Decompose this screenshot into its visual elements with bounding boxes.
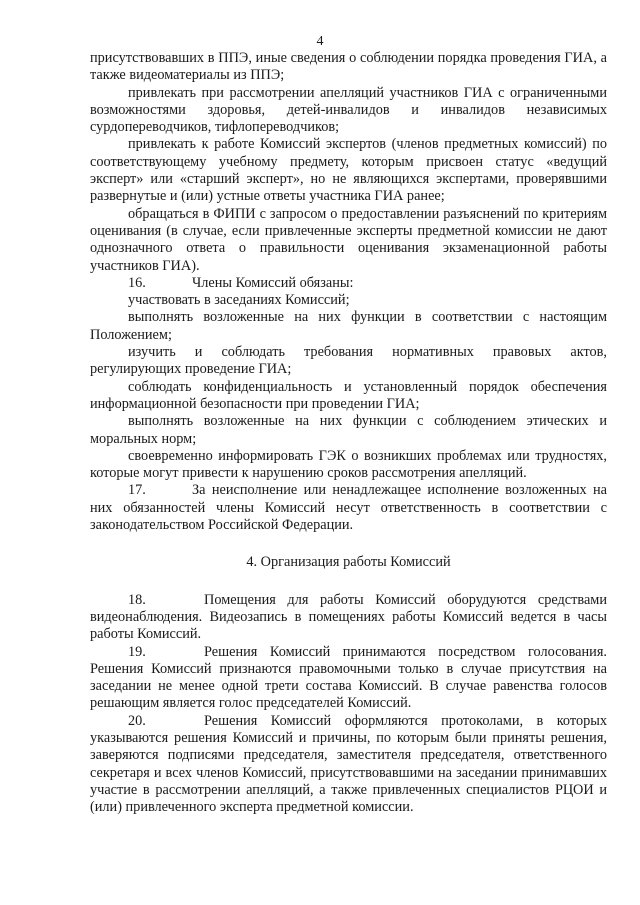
duty-item: своевременно информировать ГЭК о возникших проблемах или трудностях, которые могут привести к нарушению сроков рассмотрения апелляций. [90, 447, 607, 482]
spacer [90, 534, 607, 554]
item-17-number: 17. [128, 482, 146, 499]
item-20-number: 20. [128, 712, 146, 729]
item-16-text: Члены Комиссий обязаны: [192, 274, 354, 291]
document-body [90, 50, 607, 816]
duty-item: соблюдать конфиденциальность и установленный порядок обеспечения информационной безопасности при проведении ГИА; [90, 378, 607, 412]
item-17 [90, 482, 607, 534]
spacer [90, 572, 607, 592]
item-16-number: 16. [128, 274, 146, 291]
item-19-number: 19. [128, 643, 146, 660]
duty-item: участвовать в заседаниях Комиссий; [128, 292, 350, 309]
item-20 [90, 713, 607, 817]
item-18 [90, 592, 607, 644]
item-19 [90, 644, 607, 713]
duty-item: выполнять возложенные на них функции с соблюдением этических и моральных норм; [90, 413, 607, 447]
duty-item: выполнять возложенные на них функции в соответствии с настоящим Положением; [90, 309, 607, 343]
paragraph-right-experts: привлекать к работе Комиссий экспертов (членов предметных комиссий) по соответствующему учебному предмету, которым присвоен статус «ведущий эксперт» или «старший эксперт», но не являющихся экспертами, проверявшими развернутые и (или) устные ответы участника ГИА ранее; [90, 136, 607, 205]
item-19-text: Решения Комиссий принимаются посредством голосования. Решения Комиссий признаются правомочными только в случае присутствия на заседании не менее одной трети состава Комиссий. В случае равенства голосов решающим является голос председателей Комиссий. [90, 643, 607, 712]
section-heading: 4. Организация работы Комиссий [246, 554, 451, 571]
item-20-text: Решения Комиссий оформляются протоколами, в которых указываются решения Комиссий и причины, по которым были приняты решения, заверяются подписями председателя, заместителя председателя, ответственного секретаря и всех членов Комиссий, присутствовавшими на заседании принимавших участие в рассмотрении апелляций, а также привлеченных специалистов РЦОИ и (или) привлеченного эксперта предметной комиссии. [90, 712, 607, 816]
paragraph-continuation: присутствовавших в ППЭ, иные сведения о соблюдении порядка проведения ГИА, а также видеоматериалы из ППЭ; [90, 50, 607, 84]
paragraph-right-sign-language: привлекать при рассмотрении апелляций участников ГИА с ограниченными возможностями здоровья, детей-инвалидов и инвалидов независимых сурдопереводчиков, тифлопереводчиков; [90, 84, 607, 136]
item-18-number: 18. [128, 591, 146, 608]
item-18-text: Помещения для работы Комиссий оборудуются средствами видеонаблюдения. Видеозапись в помещениях работы Комиссий ведется в часы работы Комиссий. [90, 591, 607, 643]
item-16 [90, 275, 607, 292]
duty-item: изучить и соблюдать требования нормативных правовых актов, регулирующих проведение ГИА; [90, 344, 607, 378]
item-17-text: За неисполнение или ненадлежащее исполнение возложенных на них обязанностей члены Комиссий несут ответственность в соответствии с законодательством Российской Федерации. [90, 482, 607, 534]
page-number: 4 [316, 34, 324, 49]
paragraph-right-fipi: обращаться в ФИПИ с запросом о предоставлении разъяснений по критериям оценивания (в случае, если привлеченные эксперты предметной комиссии не дают однозначного ответа о правильности оценивания экзаменационной работы участников ГИА). [90, 205, 607, 274]
